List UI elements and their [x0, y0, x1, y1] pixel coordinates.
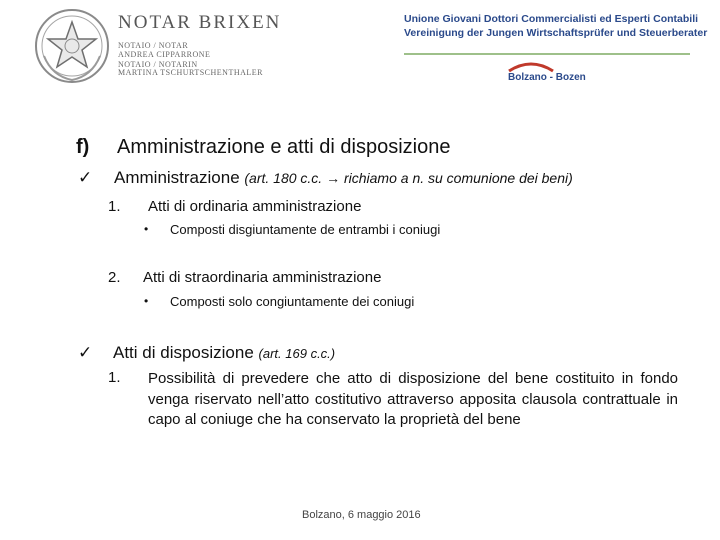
list-item [114, 168, 573, 188]
notary-name: ANDREA CIPPARRONE [118, 50, 211, 59]
subitem-label: Atti di straordinaria amministrazione [143, 269, 382, 286]
association-name-de: Vereinigung der Jungen Wirtschaftsprüfer und Steuerberater [404, 27, 708, 39]
bullet-icon: • [144, 222, 149, 236]
section-letter: f) [76, 136, 90, 158]
notary-title: NOTAR BRIXEN [118, 12, 282, 33]
item-reference: (art. 169 c.c.) [258, 346, 336, 361]
subitem-number: 1. [108, 198, 121, 215]
section-title: Amministrazione e atti di disposizione [117, 136, 451, 158]
item-label: Atti di disposizione [113, 343, 254, 362]
footer-date: Bolzano, 6 maggio 2016 [302, 509, 421, 521]
subitem-detail: Composti disgiuntamente de entrambi i coniugi [170, 222, 441, 237]
subitem-number: 2. [108, 269, 121, 286]
checkmark-icon: ✓ [78, 343, 93, 362]
notary-role: NOTAIO / NOTAR [118, 41, 189, 50]
list-item [113, 343, 335, 363]
italian-emblem-icon [32, 6, 112, 86]
association-city: Bolzano - Bozen [508, 72, 586, 83]
subitem-paragraph: Possibilità di prevedere che atto di disposizione del bene costituito in fondo venga riservato nell’atto costitutivo attraverso apposita clausola contrattuale in capo al coniuge che ha conservato la proprietà del bene [148, 370, 678, 428]
checkmark-icon: ✓ [78, 168, 93, 187]
bullet-icon: • [144, 294, 149, 308]
subitem-label: Atti di ordinaria amministrazione [148, 198, 362, 215]
subitem-number: 1. [108, 369, 121, 386]
notary-name: MARTINA TSCHURTSCHENTHALER [118, 68, 264, 77]
item-label: Amministrazione [114, 168, 240, 187]
item-reference: (art. 180 c.c. → richiamo a n. su comunione dei beni) [244, 170, 573, 186]
association-name-it: Unione Giovani Dottori Commercialisti ed Esperti Contabili [404, 13, 699, 25]
notary-role: NOTAIO / NOTARIN [118, 60, 198, 69]
subitem-detail: Composti solo congiuntamente dei coniugi [170, 294, 415, 309]
